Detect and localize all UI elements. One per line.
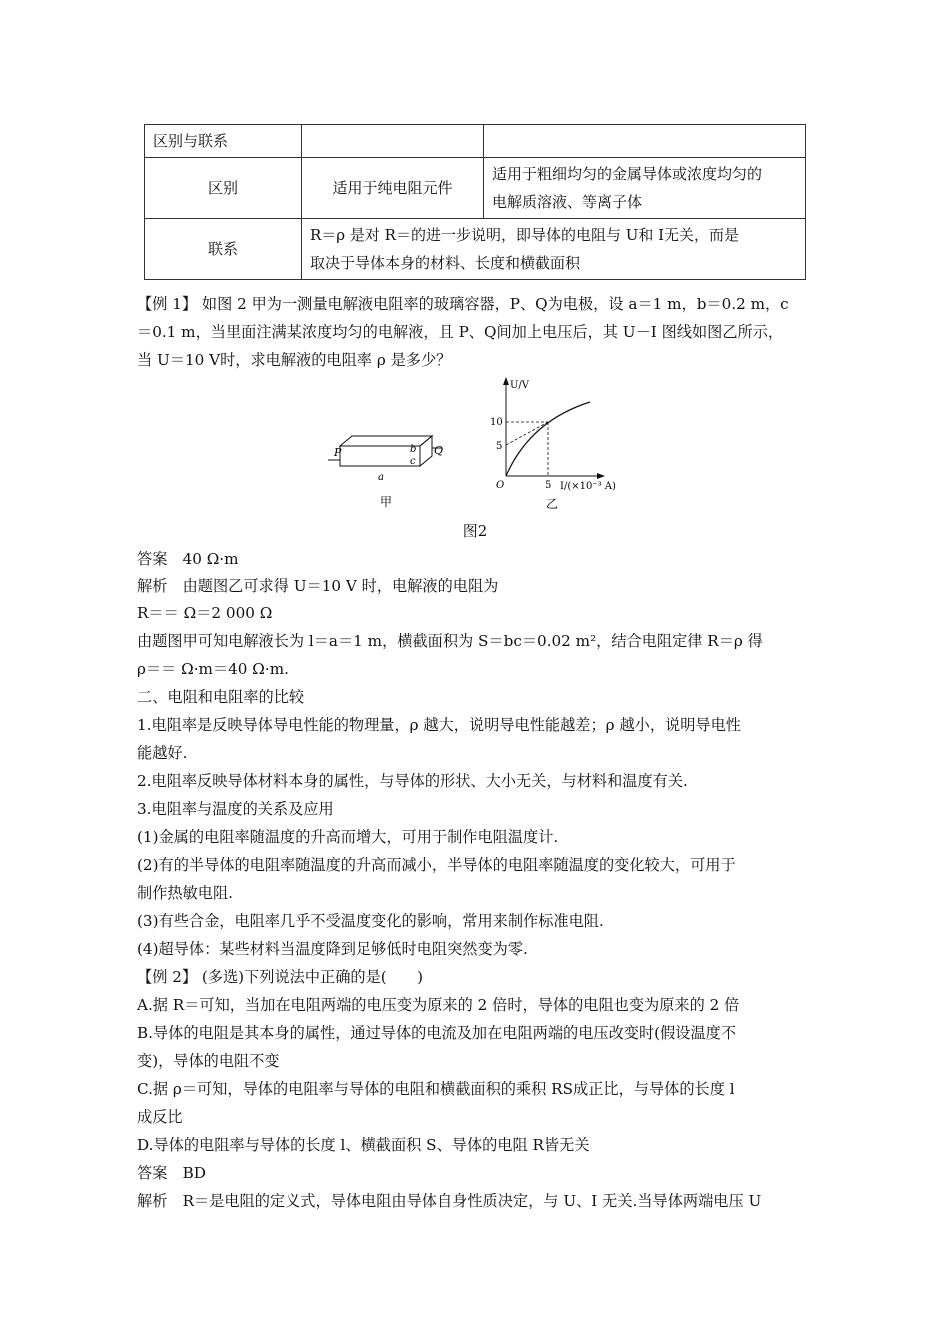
table-row-connection <box>145 219 806 280</box>
body-line: (4)超导体：某些材料当温度降到足够低时电阻突然变为零. <box>137 940 528 958</box>
answer-line: 答案 BD <box>137 1164 206 1182</box>
comparison-table <box>144 124 806 280</box>
table-cell-uniform-conductor <box>484 158 806 219</box>
option-b: B.导体的电阻是其本身的属性，通过导体的电流及加在电阻两端的电压改变时(假设温度不 <box>137 1024 737 1042</box>
analysis-line: R＝＝ Ω＝2 000 Ω <box>137 604 273 622</box>
table-cell-connection-label: 联系 <box>145 219 302 280</box>
body-line: 能越好. <box>137 744 188 762</box>
example1-line: 当 U＝10 V时，求电解液的电阻率 ρ 是多少？ <box>137 351 452 369</box>
label-q: Q <box>434 444 444 457</box>
example1-line: ＝0.1 m，当里面注满某浓度均匀的电解液，且 P、Q间加上电压后，其 U－I 图线如图乙所示， <box>137 323 784 341</box>
answer-line: 答案 40 Ω·m <box>137 550 239 568</box>
label-a: a <box>378 472 384 483</box>
option-d: D.导体的电阻率与导体的长度 l、横截面积 S、导体的电阻 R皆无关 <box>137 1136 590 1154</box>
label-b: b <box>410 444 417 455</box>
body-line: 1.电阻率是反映导体导电性能的物理量，ρ 越大，说明导电性能越差；ρ 越小，说明导电性 <box>137 716 741 734</box>
option-b-cont: 变)，导体的电阻不变 <box>137 1052 280 1070</box>
table-cell-line: R＝ρ 是对 R＝的进一步说明，即导体的电阻与 U和 I无关，而是 <box>310 226 740 244</box>
table-cell-line: 适用于粗细均匀的金属导体或浓度均匀的 <box>492 165 763 183</box>
example1-line: 【例 1】 如图 2 甲为一测量电解液电阻率的玻璃容器，P、Q为电极，设 a＝1 m，b＝0.2 m，c <box>137 295 789 313</box>
body-line: 制作热敏电阻. <box>137 884 233 902</box>
label-p: P <box>334 446 342 459</box>
table-cell-connection-text <box>302 219 806 280</box>
body-line: (1)金属的电阻率随温度的升高而增大，可用于制作电阻温度计. <box>137 828 559 846</box>
x-tick-label: 5 <box>545 480 552 491</box>
analysis-line: 由题图甲可知电解液长为 l＝a＝1 m，横截面积为 S＝bc＝0.02 m²，结合电阻定律 R＝ρ 得 <box>137 632 763 650</box>
origin-label: O <box>496 480 505 491</box>
x-axis-label: I/(×10⁻³ A) <box>560 481 616 492</box>
option-c-cont: 成反比 <box>137 1108 183 1126</box>
table-header-row <box>145 125 806 158</box>
option-c: C.据 ρ＝可知，导体的电阻率与导体的电阻和横截面积的乘积 RS成正比，与导体的长度 l <box>137 1080 735 1098</box>
example2-line: 【例 2】 (多选)下列说法中正确的是( ) <box>137 968 424 986</box>
body-line: (2)有的半导体的电阻率随温度的升高而减小，半导体的电阻率随温度的变化较大，可用于 <box>137 856 736 874</box>
figure-caption: 图2 <box>462 522 488 540</box>
table-cell-line: 取决于导体本身的材料、长度和横截面积 <box>310 254 581 272</box>
analysis-line: 解析 R＝是电阻的定义式，导体电阻由导体自身性质决定，与 U、I 无关.当导体两端电压 U <box>137 1192 762 1210</box>
table-cell-pure-resistor: 适用于纯电阻元件 <box>302 158 484 219</box>
u-i-graph <box>490 377 616 511</box>
table-row-difference <box>145 158 806 219</box>
analysis-line: ρ＝＝ Ω·m＝40 Ω·m. <box>137 660 289 678</box>
label-jia: 甲 <box>380 495 393 509</box>
glass-container-diagram <box>328 436 443 509</box>
body-line: 2.电阻率反映导体材料本身的属性，与导体的形状、大小无关，与材料和温度有关. <box>137 772 688 790</box>
body-line: (3)有些合金，电阻率几乎不受温度变化的影响，常用来制作标准电阻. <box>137 912 604 930</box>
table-header-cell <box>302 125 484 158</box>
y-tick-label: 10 <box>490 417 503 428</box>
y-tick-label: 5 <box>496 441 503 452</box>
table-cell-difference-label: 区别 <box>145 158 302 219</box>
option-a: A.据 R＝可知，当加在电阻两端的电压变为原来的 2 倍时，导体的电阻也变为原来的 2 倍 <box>137 996 740 1014</box>
label-yi: 乙 <box>546 497 559 511</box>
section-heading: 二、电阻和电阻率的比较 <box>137 688 305 706</box>
table-header-cell: 区别与联系 <box>145 125 302 158</box>
table-header-cell <box>484 125 806 158</box>
y-axis-label: U/V <box>510 380 530 391</box>
label-c: c <box>410 456 416 467</box>
body-line: 3.电阻率与温度的关系及应用 <box>137 800 334 818</box>
analysis-line: 解析 由题图乙可求得 U＝10 V 时，电解液的电阻为 <box>137 577 499 595</box>
table-cell-line: 电解质溶液、等离子体 <box>492 193 643 211</box>
